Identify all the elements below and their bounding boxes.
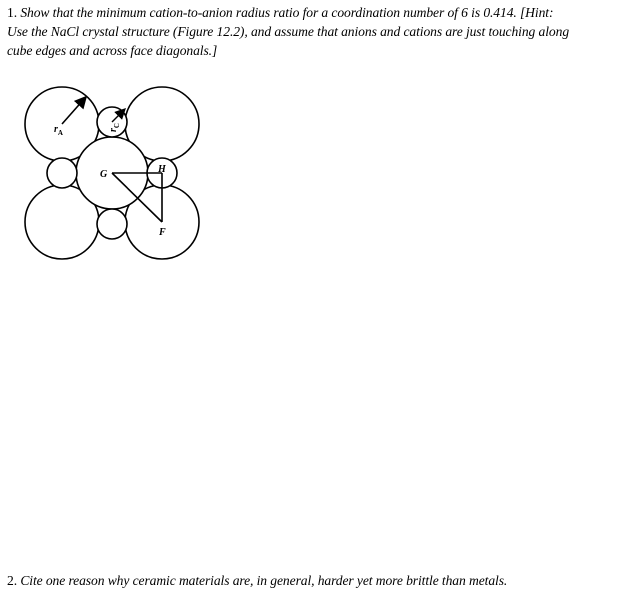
cation-circle-left (47, 158, 77, 188)
question-2 (7, 571, 627, 590)
question-1-text-line-2: Use the NaCl crystal structure (Figure 12.2), and assume that anions and cations are just touching along (7, 24, 570, 39)
question-1 (7, 3, 627, 60)
question-1-text-line-3: cube edges and across face diagonals.] (7, 43, 218, 58)
question-2-number: 2. (7, 573, 17, 588)
cation-circle-bottom (97, 209, 127, 239)
question-2-text: Cite one reason why ceramic materials are, in general, harder yet more brittle than metals. (20, 573, 508, 588)
diagram-svg (20, 82, 210, 267)
question-1-line-1 (7, 3, 627, 22)
anion-radius-label: $r_A$ (54, 124, 63, 137)
point-g-label: G (100, 169, 108, 180)
question-1-number: 1. (7, 5, 17, 20)
point-f-label: F (159, 227, 166, 238)
point-h-label: H (158, 164, 166, 175)
cation-radius-label: $r_C$ (108, 123, 121, 132)
question-1-text-line-1: Show that the minimum cation-to-anion radius ratio for a coordination number of 6 is 0.414. [Hint: (20, 5, 554, 20)
nacl-unit-cell-face-diagram (20, 82, 210, 267)
